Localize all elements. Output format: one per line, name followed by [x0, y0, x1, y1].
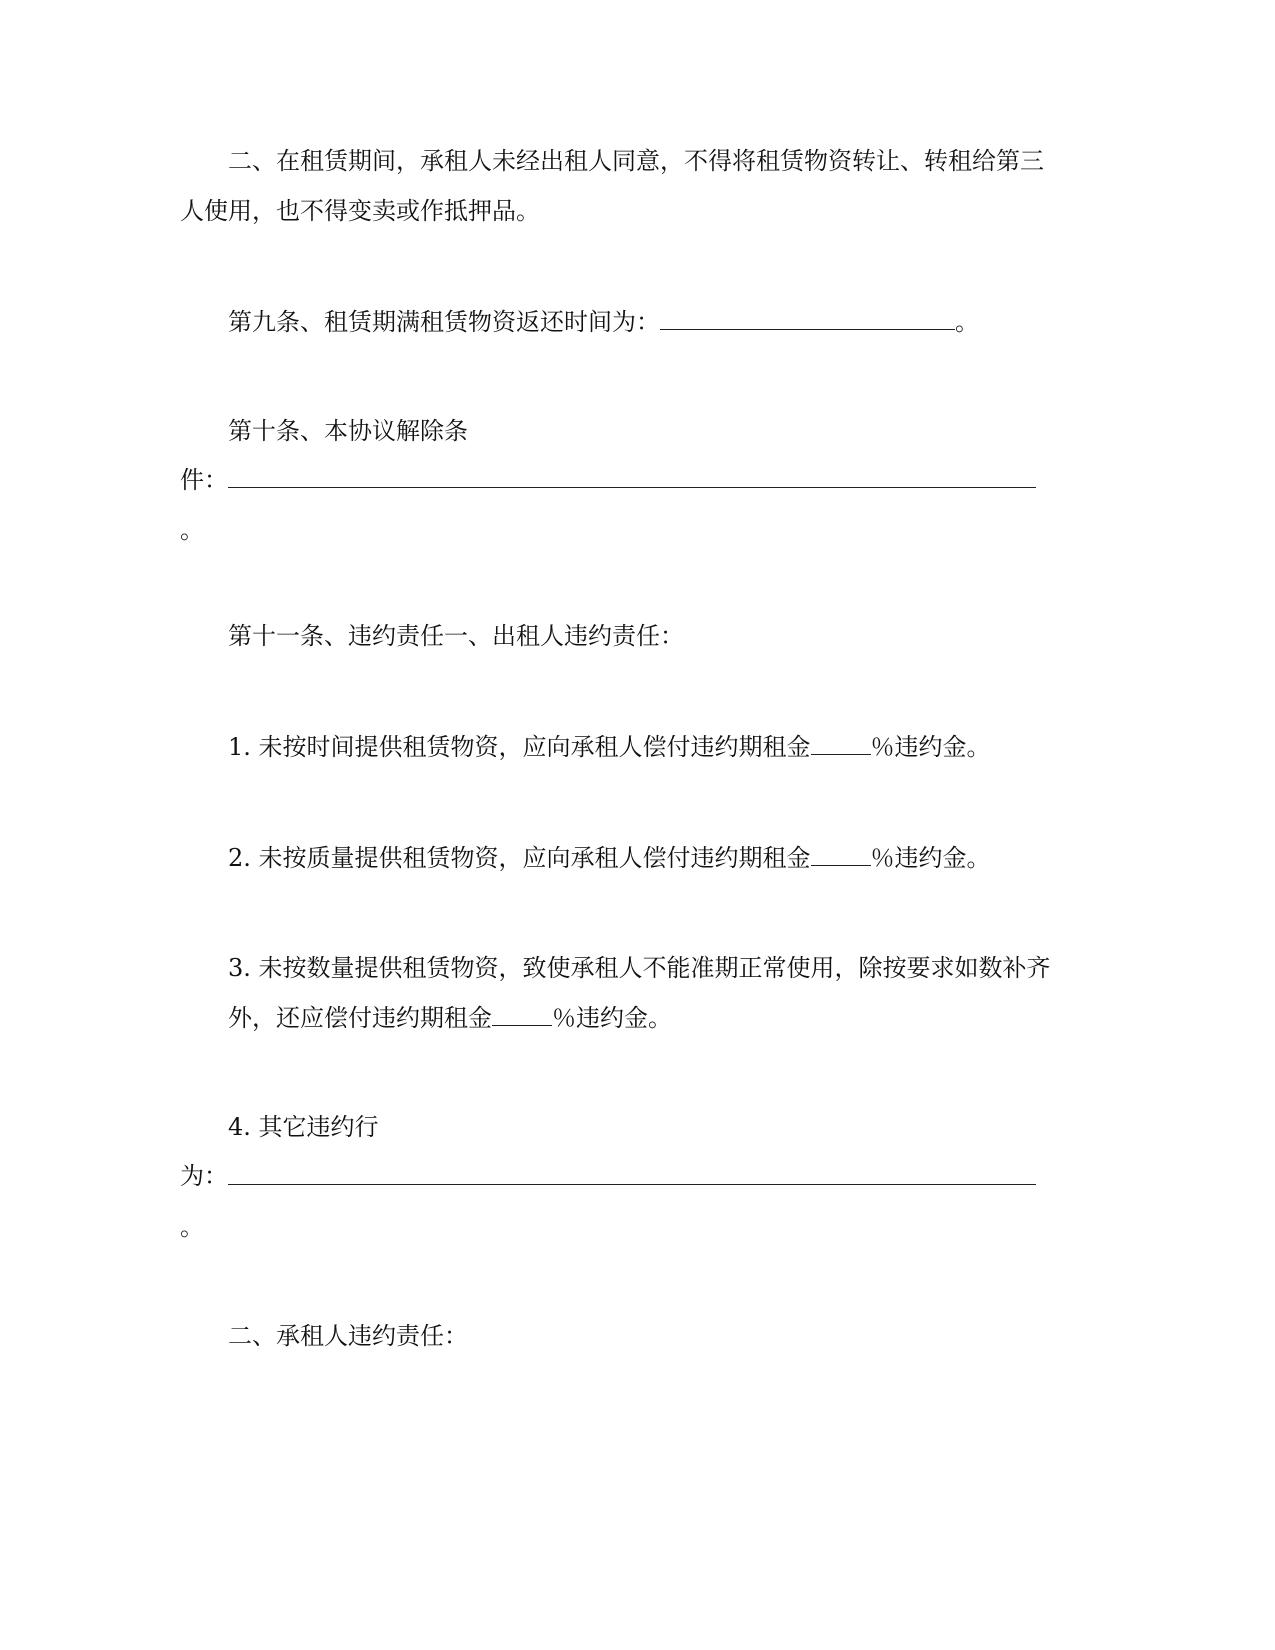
article-9-label: 第九条、租赁期满租赁物资返还时间为： [228, 308, 660, 336]
item-1-suffix: ％违约金。 [870, 733, 991, 761]
item-3-percent-blank[interactable] [492, 1003, 552, 1026]
article-9-suffix: 。 [955, 308, 979, 336]
item-2-text: 2. 未按质量提供租赁物资，应向承租人偿付违约期租金 [228, 844, 811, 872]
return-time-blank[interactable] [660, 307, 955, 330]
article-11-heading: 第十一条、违约责任一、出租人违约责任： [228, 622, 684, 650]
liability-item-4-line3: 。 [180, 1213, 204, 1241]
item-3-text: 外，还应偿付违约期租金 [228, 1004, 492, 1032]
paragraph-sublease-line2: 人使用，也不得变卖或作抵押品。 [180, 197, 540, 225]
item-2-percent-blank[interactable] [811, 843, 871, 866]
paragraph-sublease-line1: 二、在租赁期间，承租人未经出租人同意，不得将租赁物资转让、转租给第三 [228, 147, 1044, 175]
termination-conditions-blank[interactable] [228, 487, 1036, 488]
liability-item-4-line1: 4. 其它违约行 [228, 1113, 379, 1141]
article-10-line2: 件： [180, 466, 228, 494]
other-breach-blank[interactable] [228, 1184, 1036, 1185]
liability-item-3-line1: 3. 未按数量提供租赁物资，致使承租人不能准期正常使用，除按要求如数补齐 [228, 954, 1051, 982]
article-10-line1: 第十条、本协议解除条 [228, 417, 468, 445]
liability-item-2 [228, 843, 991, 873]
liability-item-3-line2 [228, 1003, 672, 1033]
liability-item-4-line2: 为： [180, 1162, 228, 1190]
article-10-line3: 。 [180, 516, 204, 544]
item-3-suffix: ％违约金。 [552, 1004, 672, 1032]
item-1-percent-blank[interactable] [811, 732, 871, 755]
lessee-liability-heading: 二、承租人违约责任： [228, 1322, 468, 1350]
item-1-text: 1. 未按时间提供租赁物资，应向承租人偿付违约期租金 [228, 733, 811, 761]
liability-item-1 [228, 732, 991, 762]
item-2-suffix: ％违约金。 [870, 844, 991, 872]
article-9-return-time [228, 307, 979, 337]
